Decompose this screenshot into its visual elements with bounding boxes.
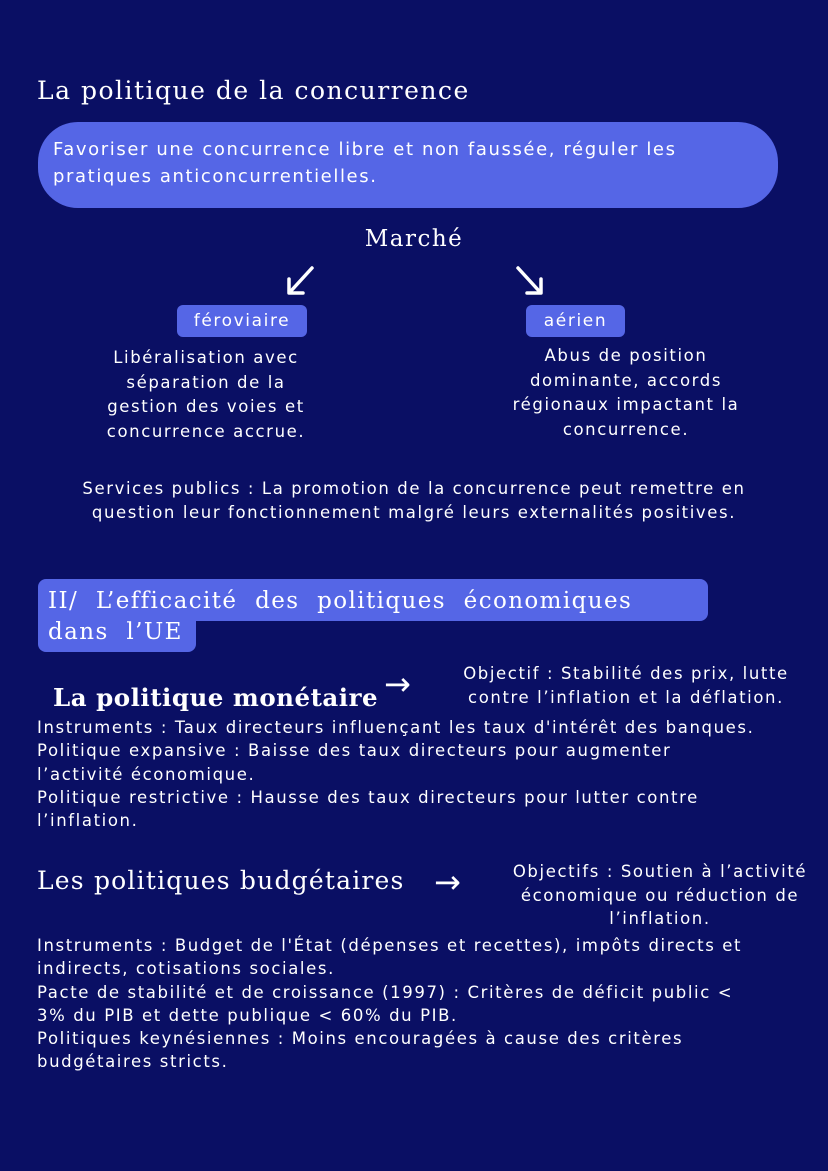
objective-line: l’inflation.: [609, 909, 711, 928]
desc-line: concurrence accrue.: [106, 421, 306, 441]
arrow-right-icon: →: [434, 863, 461, 901]
body-line: indirects, cotisations sociales.: [37, 959, 335, 979]
budget-policy-title: Les politiques budgétaires: [37, 866, 405, 895]
body-line: budgétaires stricts.: [37, 1052, 229, 1072]
desc-line: dominante, accords: [529, 370, 723, 390]
body-line: l’inflation.: [37, 811, 139, 831]
body-line: Politiques keynésiennes : Moins encouragées à cause des critères: [37, 1029, 684, 1049]
desc-line: gestion des voies et: [107, 397, 305, 416]
arrow-down-left-icon: [280, 262, 320, 302]
desc-line: Abus de position: [544, 346, 708, 365]
monetary-objective: [438, 662, 814, 709]
monetary-policy-title: La politique monétaire: [53, 683, 379, 712]
body-line: Politique expansive : Baisse des taux directeurs pour augmenter: [37, 741, 672, 761]
body-line: 3% du PIB et dette publique < 60% du PIB.: [37, 1005, 458, 1025]
services-line: question leur fonctionnement malgré leurs externalités positives.: [91, 503, 737, 522]
railway-description: [80, 346, 332, 444]
arrow-right-icon: →: [384, 665, 411, 703]
market-title: Marché: [364, 226, 464, 252]
summary-line: Favoriser une concurrence libre et non faussée, réguler les: [53, 139, 677, 160]
section2-title: [48, 586, 708, 648]
desc-line: régionaux impactant la: [512, 395, 740, 414]
objective-line: économique ou réduction de: [520, 885, 800, 905]
desc-line: concurrence.: [562, 419, 690, 439]
body-line: l’activité économique.: [37, 764, 256, 784]
body-line: Politique restrictive : Hausse des taux directeurs pour lutter contre: [37, 787, 699, 807]
air-description: [492, 344, 760, 442]
arrow-down-right-icon: [510, 262, 550, 302]
body-line: Pacte de stabilité et de croissance (1997) : Critères de déficit public <: [37, 982, 734, 1002]
objective-line: Objectif : Stabilité des prix, lutte: [463, 664, 789, 683]
tag-air: aérien: [526, 305, 625, 337]
objective-line: Objectifs : Soutien à l’activité: [512, 862, 808, 881]
section2-title-line: dans l’UE: [48, 619, 183, 645]
summary-line: pratiques anticoncurrentielles.: [53, 166, 378, 187]
section2-title-line: II/ L’efficacité des politiques économiques: [48, 588, 633, 614]
competition-title: La politique de la concurrence: [37, 76, 470, 105]
public-services-note: [20, 477, 808, 525]
objective-line: contre l’inflation et la déflation.: [468, 687, 784, 707]
budget-objective: [490, 860, 828, 931]
budget-body: [37, 934, 817, 1074]
body-line: Instruments : Budget de l'État (dépenses et recettes), impôts directs et: [37, 936, 743, 955]
desc-line: Libéralisation avec: [113, 348, 299, 367]
desc-line: séparation de la: [126, 372, 286, 392]
monetary-body: [37, 716, 817, 832]
tag-railway: féroviaire: [177, 305, 307, 337]
body-line: Instruments : Taux directeurs influençant les taux d'intérêt des banques.: [37, 718, 755, 737]
competition-summary-text: [53, 136, 773, 190]
services-line: Services publics : La promotion de la concurrence peut remettre en: [82, 479, 746, 498]
